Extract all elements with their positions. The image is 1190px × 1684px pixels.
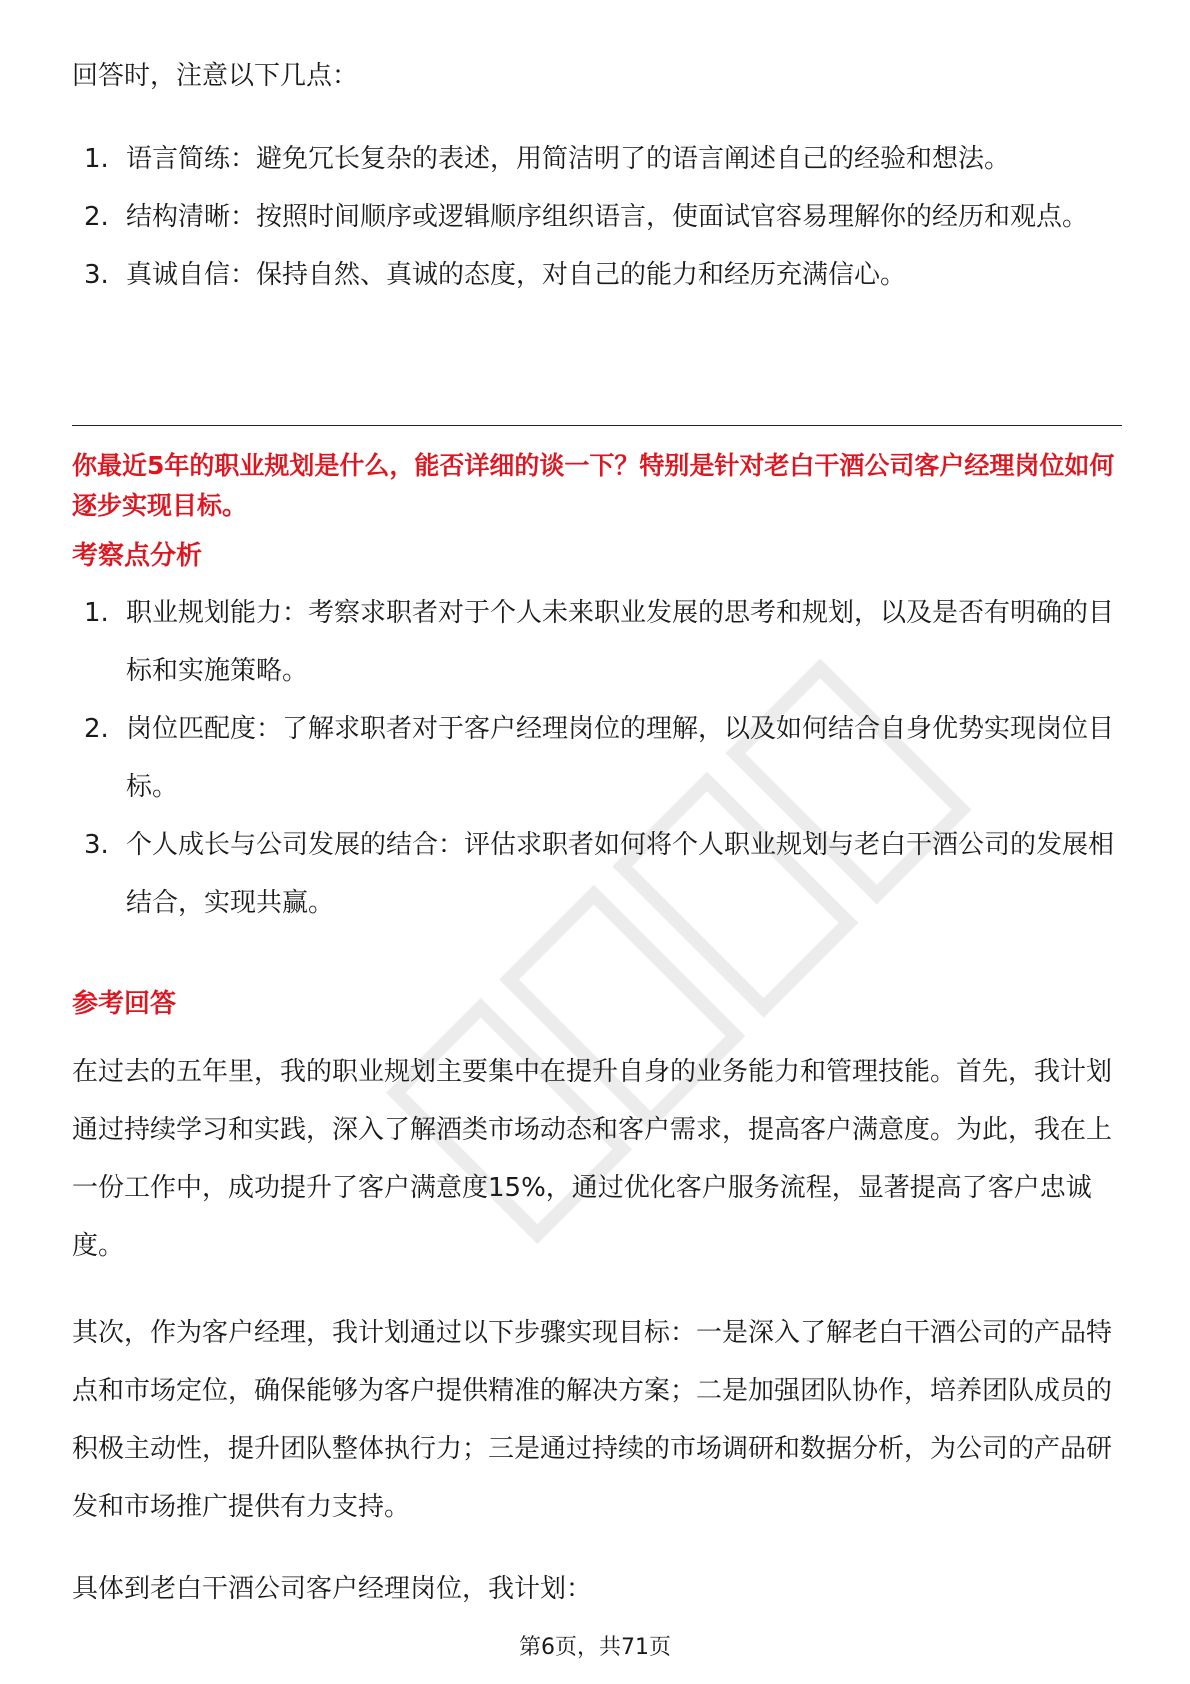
- answer-paragraph: 在过去的五年里，我的职业规划主要集中在提升自身的业务能力和管理技能。首先，我计划通过持续学习和实践，深入了解酒类市场动态和客户需求，提高客户满意度。为此，我在上一份工作中，成功提升了客户满意度15%，通过优化客户服务流程，显著提高了客户忠诚度。: [72, 1057, 1113, 1261]
- interview-question: 你最近5年的职业规划是什么，能否详细的谈一下？特别是针对老白干酒公司客户经理岗位如何逐步实现目标。: [72, 451, 1115, 520]
- analysis-heading: 考察点分析: [72, 541, 203, 571]
- list-item-text: 真诚自信：保持自然、真诚的态度，对自己的能力和经历充满信心。: [126, 260, 907, 290]
- list-item: [84, 188, 1126, 246]
- tips-list: [84, 130, 1126, 304]
- list-item: [84, 816, 1126, 932]
- list-item: [84, 700, 1126, 816]
- list-item-text: 职业规划能力：考察求职者对于个人未来职业发展的思考和规划，以及是否有明确的目标和实施策略。: [126, 598, 1115, 686]
- list-item-text: 语言简练：避免冗长复杂的表述，用简洁明了的语言阐述自己的经验和想法。: [126, 144, 1011, 174]
- analysis-list: [84, 584, 1126, 932]
- list-number: 2.: [84, 202, 109, 232]
- list-item: [84, 130, 1126, 188]
- list-item: [84, 584, 1126, 700]
- intro-text: 回答时，注意以下几点：: [72, 61, 359, 91]
- answer-paragraph: 具体到老白干酒公司客户经理岗位，我计划：: [72, 1574, 593, 1604]
- list-number: 3.: [84, 260, 109, 290]
- list-number: 3.: [84, 830, 109, 860]
- list-item-text: 岗位匹配度：了解求职者对于客户经理岗位的理解，以及如何结合自身优势实现岗位目标。: [126, 714, 1115, 802]
- list-item: [84, 246, 1126, 304]
- list-number: 1.: [84, 144, 109, 174]
- section-divider: [72, 425, 1122, 426]
- list-number: 1.: [84, 598, 109, 628]
- page-footer: 第6页，共71页: [519, 1635, 671, 1660]
- list-item-text: 个人成长与公司发展的结合：评估求职者如何将个人职业规划与老白干酒公司的发展相结合，实现共赢。: [126, 830, 1115, 918]
- answer-heading: 参考回答: [72, 989, 177, 1019]
- list-item-text: 结构清晰：按照时间顺序或逻辑顺序组织语言，使面试官容易理解你的经历和观点。: [126, 202, 1089, 232]
- answer-paragraph: 其次，作为客户经理，我计划通过以下步骤实现目标：一是深入了解老白干酒公司的产品特点和市场定位，确保能够为客户提供精准的解决方案；二是加强团队协作，培养团队成员的积极主动性，提升团队整体执行力；三是通过持续的市场调研和数据分析，为公司的产品研发和市场推广提供有力支持。: [72, 1318, 1113, 1522]
- list-number: 2.: [84, 714, 109, 744]
